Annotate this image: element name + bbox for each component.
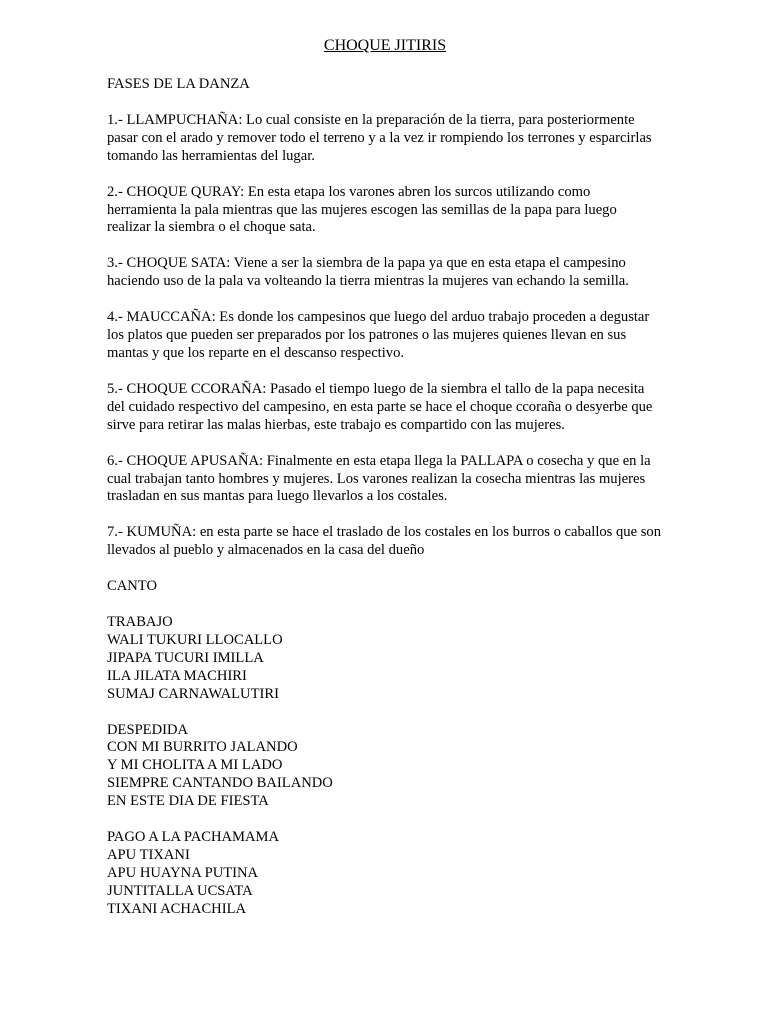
- stanza-despedida: [107, 722, 663, 812]
- phase-paragraph-2: 2.- CHOQUE QURAY: En esta etapa los varones abren los surcos utilizando como herramienta la pala mientras que las mujeres escogen las semillas de la papa para luego realizar la siembra o el choque sata.: [107, 183, 617, 236]
- stanza-trabajo: [107, 614, 663, 704]
- phases-heading: FASES DE LA DANZA: [107, 76, 250, 92]
- stanza-line: JIPAPA TUCURI IMILLA: [107, 649, 264, 666]
- phase-paragraph-5: 5.- CHOQUE CCORAÑA: Pasado el tiempo luego de la siembra el tallo de la papa necesita del cuidado respectivo del campesino, en esta parte se hace el choque ccoraña o desyerbe que sirve para retirar las malas hierbas, este trabajo es compartido con las mujeres.: [107, 380, 653, 433]
- stanza-line: SIEMPRE CANTANDO BAILANDO: [107, 775, 333, 792]
- stanza-label: TRABAJO: [107, 614, 173, 631]
- phase-paragraph-7: 7.- KUMUÑA: en esta parte se hace el traslado de los costales en los burros o caballos que son llevados al pueblo y almacenados en la casa del dueño: [107, 524, 661, 559]
- phase-paragraph-1: 1.- LLAMPUCHAÑA: Lo cual consiste en la preparación de la tierra, para posteriormente pasar con el arado y remover todo el terreno y a la vez ir rompiendo los terrones y esparcirlas tomando las herramientas del lugar.: [107, 111, 652, 164]
- stanza-pago-pachamama: [107, 829, 663, 919]
- stanza-label: PAGO A LA PACHAMAMA: [107, 829, 280, 846]
- stanza-line: JUNTITALLA UCSATA: [107, 882, 253, 899]
- stanza-line: Y MI CHOLITA A MI LADO: [107, 757, 283, 774]
- stanza-label: DESPEDIDA: [107, 721, 189, 738]
- document-page: [107, 36, 663, 937]
- stanza-line: CON MI BURRITO JALANDO: [107, 739, 298, 756]
- stanza-line: EN ESTE DIA DE FIESTA: [107, 793, 269, 810]
- stanza-line: ILA JILATA MACHIRI: [107, 667, 247, 684]
- phase-paragraph-4: 4.- MAUCCAÑA: Es donde los campesinos que luego del arduo trabajo proceden a degustar los platos que pueden ser preparados por los patrones o las mujeres quienes llevan en sus mantas y que los reparte en el descanso respectivo.: [107, 309, 650, 361]
- stanza-line: APU HUAYNA PUTINA: [107, 864, 259, 881]
- song-heading: CANTO: [107, 578, 158, 595]
- phase-paragraph-6: 6.- CHOQUE APUSAÑA: Finalmente en esta etapa llega la PALLAPA o cosecha y que en la cual trabajan tanto hombres y mujeres. Los varones realizan la cosecha mientras las mujeres trasladan en sus mantas para luego llevarlos a los costales.: [107, 452, 651, 505]
- stanza-line: WALI TUKURI LLOCALLO: [107, 631, 283, 648]
- stanza-line: SUMAJ CARNAWALUTIRI: [107, 685, 279, 702]
- phase-paragraph-3: 3.- CHOQUE SATA: Viene a ser la siembra de la papa ya que en esta etapa el campesino haciendo uso de la pala va volteando la tierra mientras la mujeres van echando la semilla.: [107, 255, 629, 290]
- stanza-line: APU TIXANI: [107, 847, 190, 863]
- document-title: CHOQUE JITIRIS: [323, 37, 447, 54]
- stanza-line: TIXANI ACHACHILA: [107, 900, 247, 917]
